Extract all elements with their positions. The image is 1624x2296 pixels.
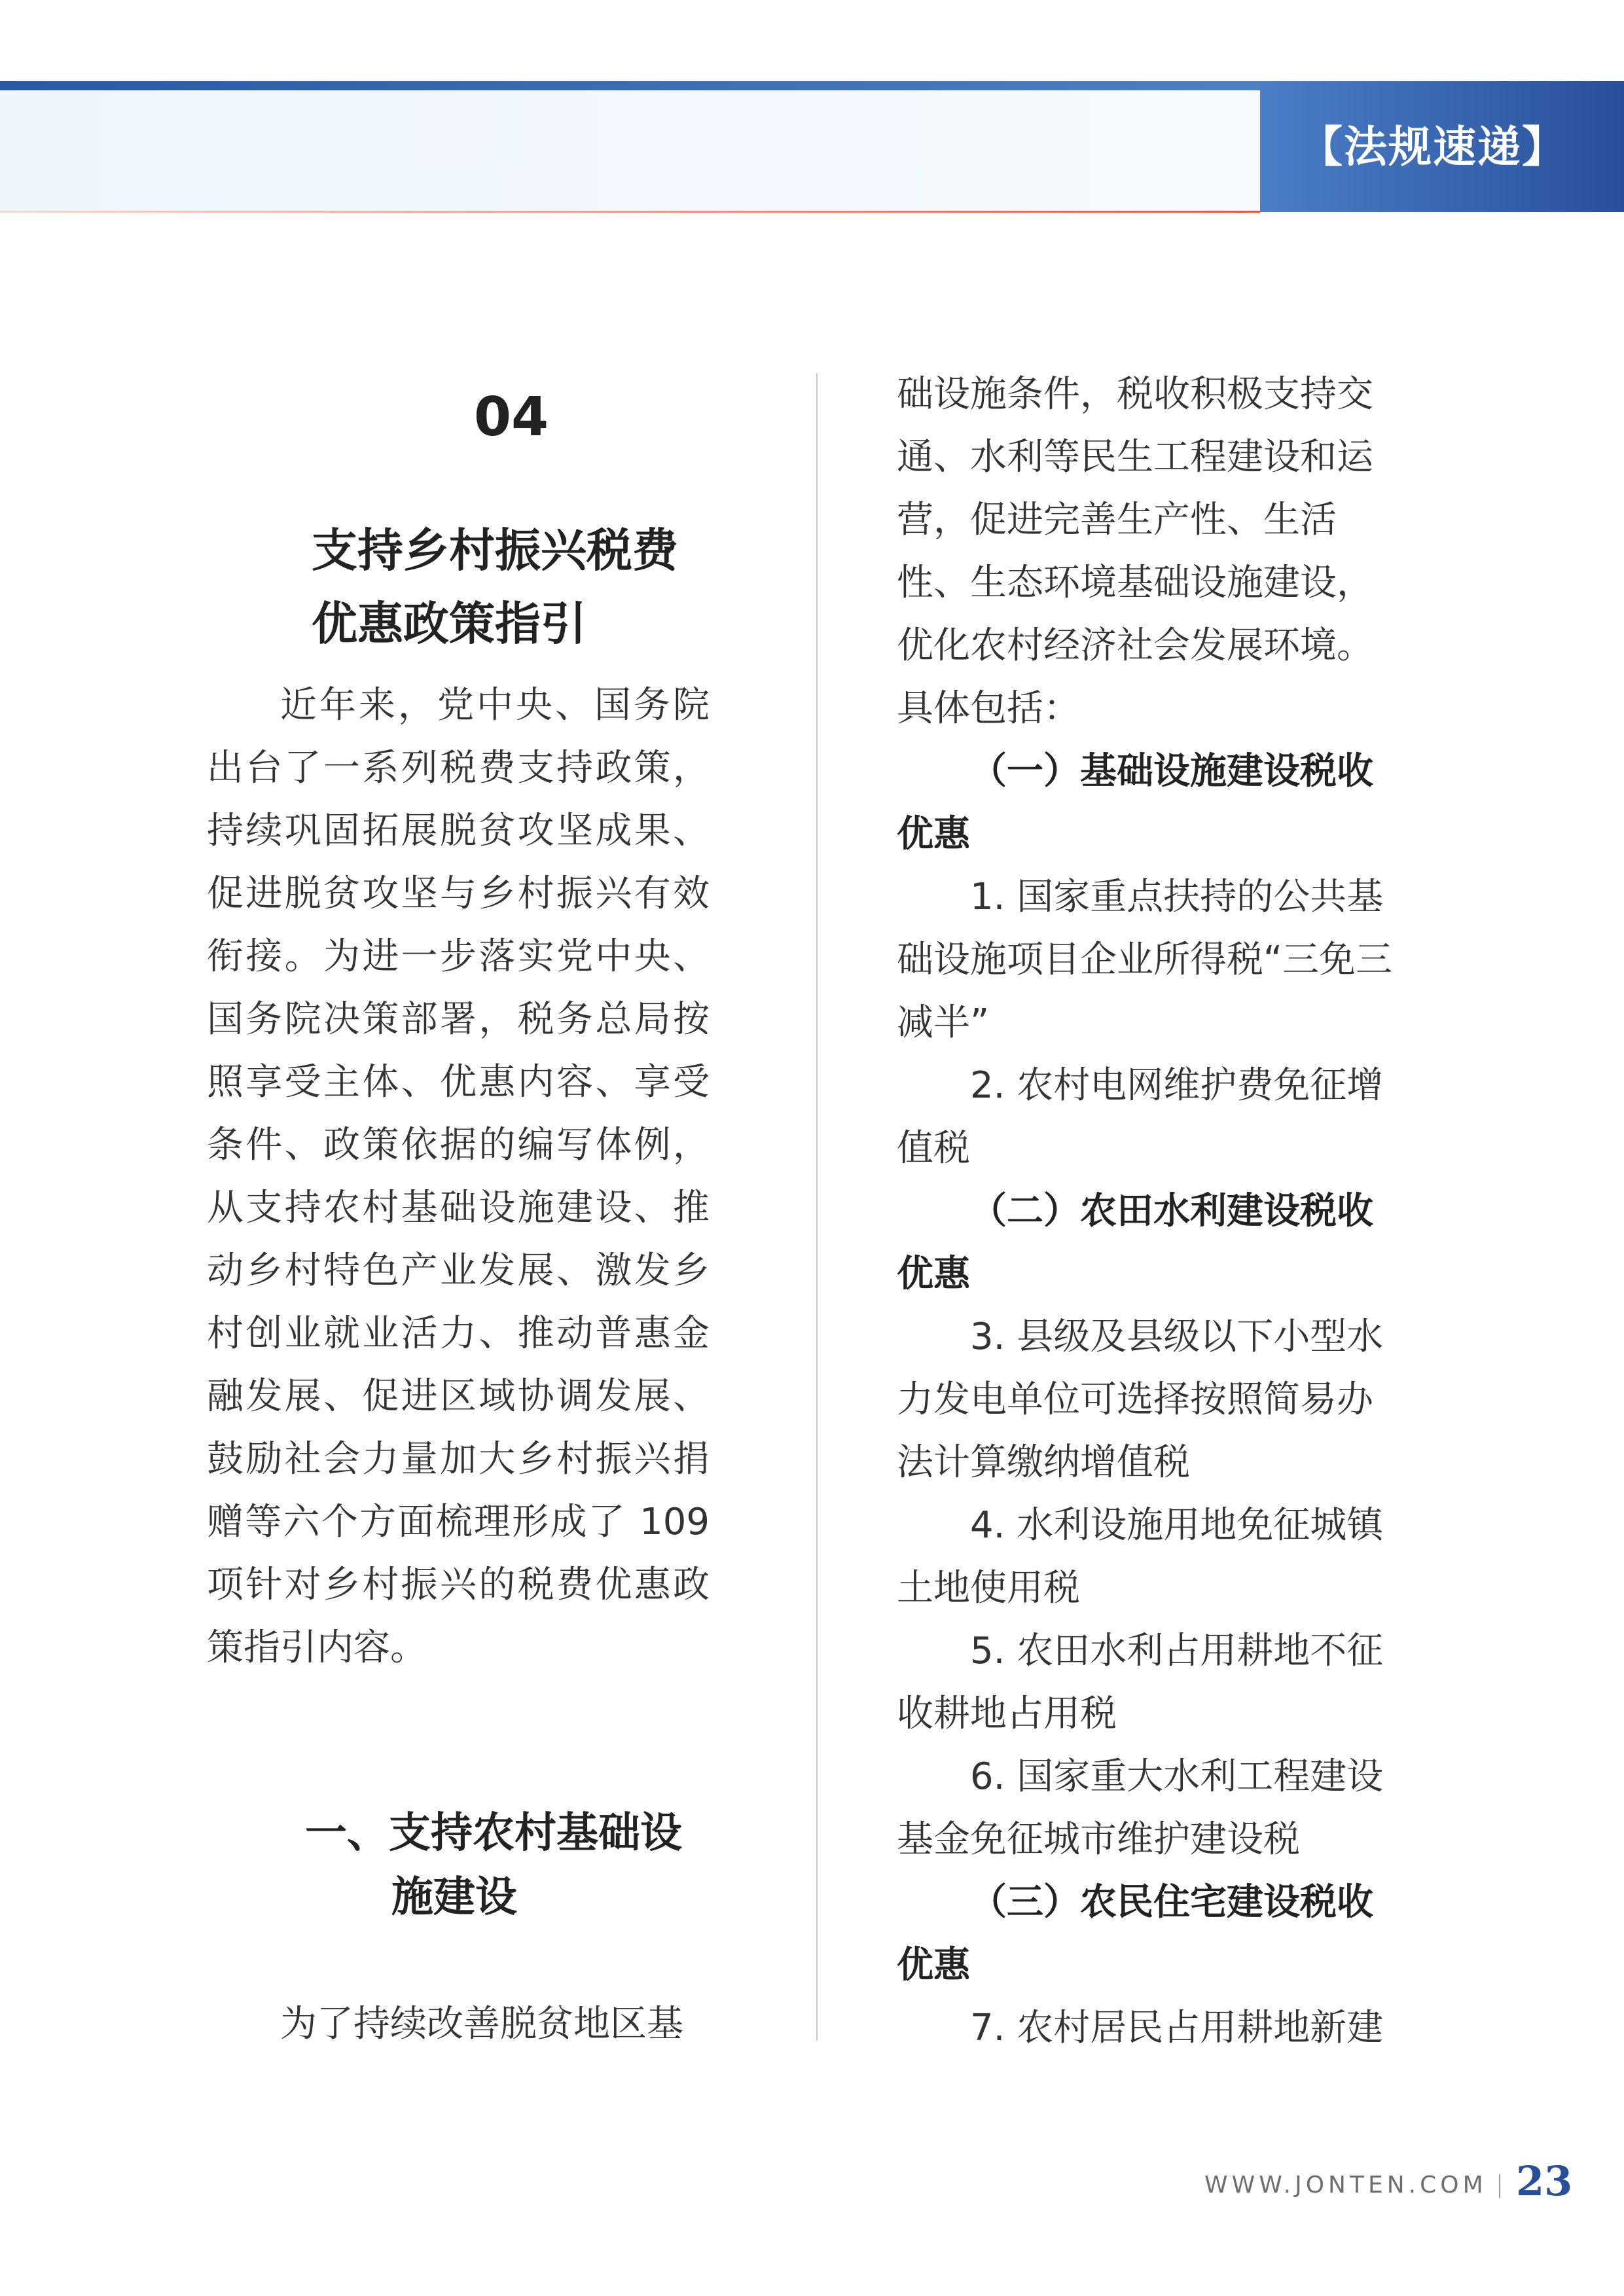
heading-level1-line1: 一、支持农村基础设	[305, 1809, 682, 1857]
list-item-4: 4. 水利设施用地免征城镇土地使用税	[897, 1504, 1384, 1609]
footer-website: WWW.JONTEN.COM	[1204, 2172, 1487, 2198]
page-number: 23	[1516, 2157, 1573, 2205]
list-item-2: 2. 农村电网维护费免征增值税	[897, 1064, 1384, 1170]
column-divider	[816, 373, 818, 2041]
section-title-line1: 支持乡村振兴税费	[312, 524, 678, 577]
list-item-5: 5. 农田水利占用耕地不征收耕地占用税	[897, 1630, 1384, 1735]
right-column	[897, 363, 1401, 2060]
footer-separator	[1499, 2174, 1500, 2198]
section-title-line2: 优惠政策指引	[312, 597, 586, 651]
intro-block	[207, 674, 710, 1679]
paragraph-start-block	[207, 1993, 710, 2056]
paragraph-continued: 础设施条件，税收积极支持交通、水利等民生工程建设和运营，促进完善生产性、生活性、生态环境基础设施建设，优化农村经济社会发展环境。具体包括：	[897, 373, 1373, 730]
list-item-6: 6. 国家重大水利工程建设基金免征城市维护建设税	[897, 1755, 1384, 1861]
heading-level1	[305, 1801, 711, 1929]
list-item-7: 7. 农村居民占用耕地新建	[970, 2007, 1384, 2049]
intro-paragraph: 近年来，党中央、国务院出台了一系列税费支持政策，持续巩固拓展脱贫攻坚成果、促进脱贫攻坚与乡村振兴有效衔接。为进一步落实党中央、国务院决策部署，税务总局按照享受主体、优惠内容、享受条件、政策依据的编写体例，从支持农村基础设施建设、推动乡村特色产业发展、激发乡村创业就业活力、推动普惠金融发展、促进区域协调发展、鼓励社会力量加大乡村振兴捐赠等六个方面梳理形成了 109 项针对乡村振兴的税费优惠政策指引内容。	[207, 684, 710, 1669]
header-band	[0, 90, 1260, 212]
list-item-3: 3. 县级及县级以下小型水力发电单位可选择按照简易办法计算缴纳增值税	[897, 1316, 1384, 1484]
paragraph-start: 为了持续改善脱贫地区基	[280, 2003, 683, 2045]
header-accent-line	[0, 211, 1260, 213]
subheading-3: （三）农民住宅建设税收优惠	[897, 1881, 1373, 1986]
section-title	[312, 514, 744, 660]
heading-level1-line2: 施建设	[391, 1873, 517, 1922]
subheading-1: （一）基础设施建设税收优惠	[897, 750, 1373, 855]
header-top-line	[0, 81, 1260, 90]
subheading-2: （二）农田水利建设税收优惠	[897, 1190, 1373, 1295]
section-number: 04	[473, 386, 549, 448]
section-tag: 【法规速递】	[1260, 81, 1624, 212]
list-item-1: 1. 国家重点扶持的公共基础设施项目企业所得税“三免三减半”	[897, 876, 1393, 1044]
